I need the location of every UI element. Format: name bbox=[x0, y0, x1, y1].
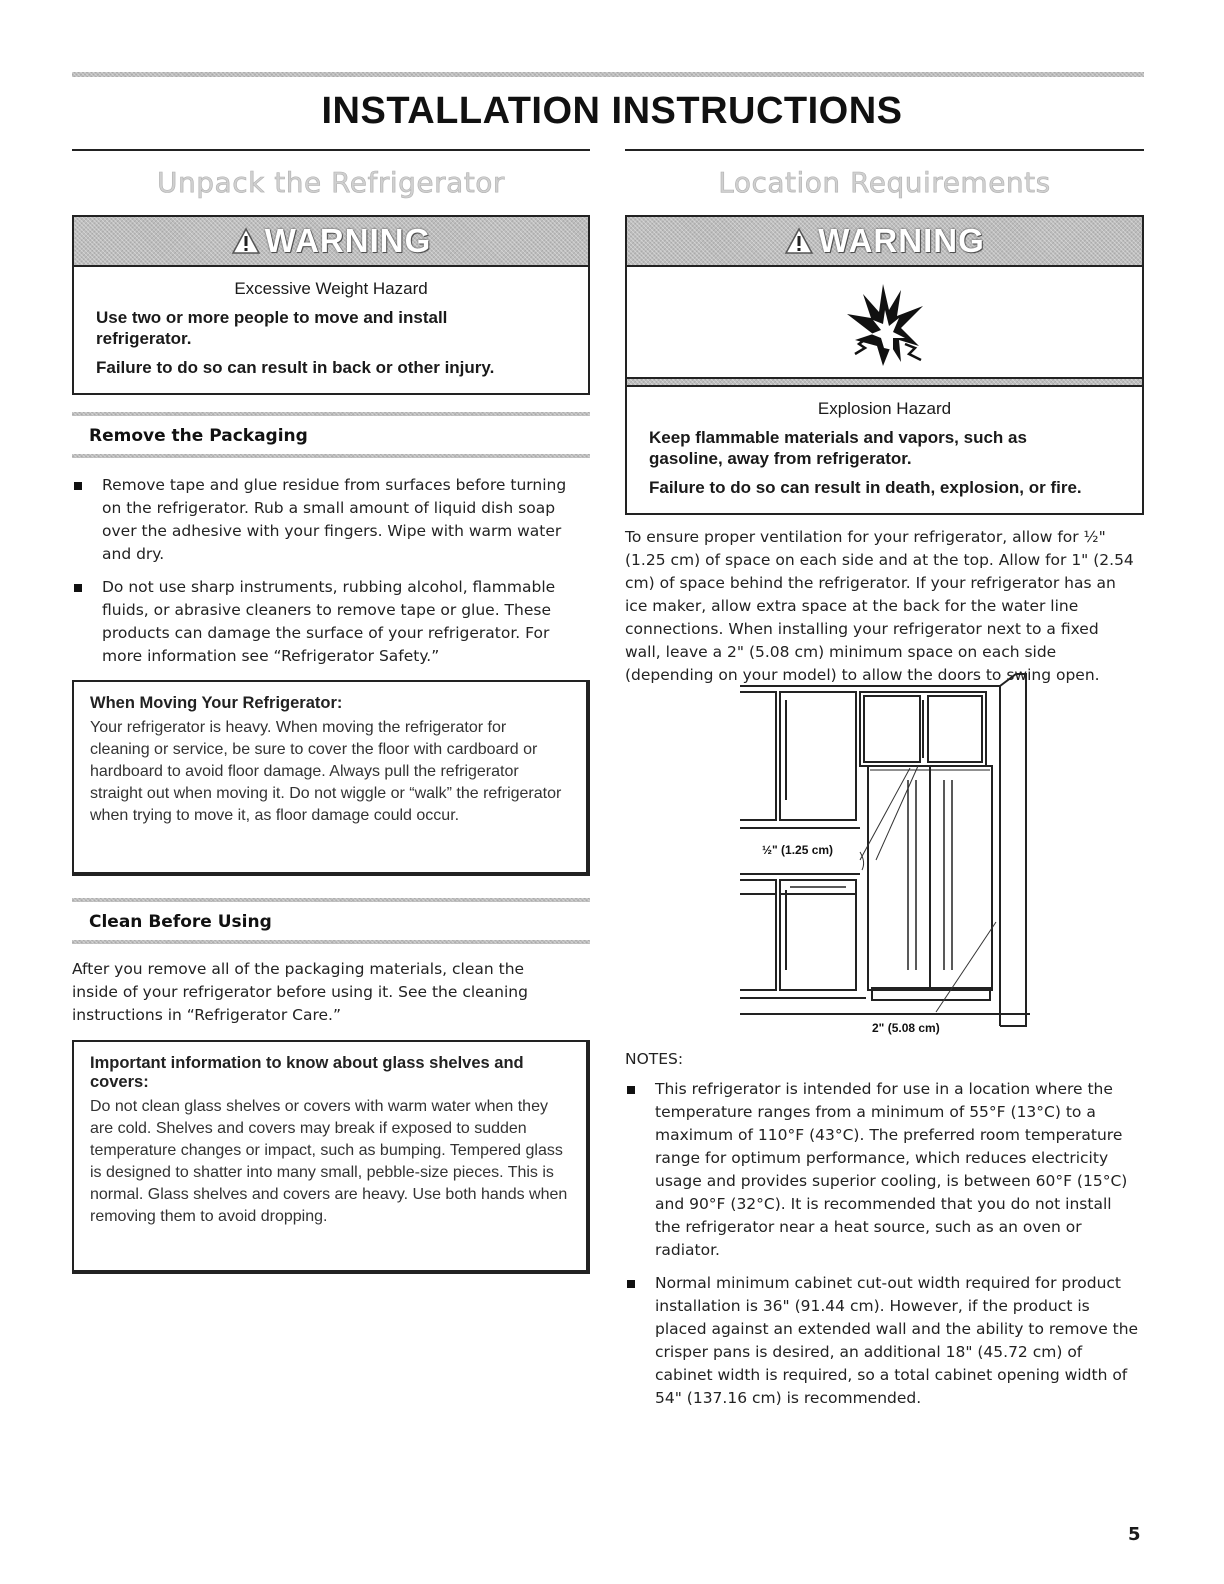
explosion-icon bbox=[843, 276, 927, 368]
hazard-consequence: Failure to do so can result in death, explosion, or fire. bbox=[649, 478, 1082, 497]
weight-warning-box bbox=[72, 215, 590, 395]
hazard-instruction: Keep flammable materials and vapors, such as gasoline, away from refrigerator. bbox=[649, 428, 1027, 468]
glass-box-text: Do not clean glass shelves or covers with warm water when they are cold. Shelves and covers may break if exposed to sudden temperature changes or impact, such as bumping. Tempered glass is designed to shatter into many small, pebble-size pieces. This is normal. Glass shelves and covers are heavy. Use both hands when removing them to avoid dropping. bbox=[90, 1098, 568, 1225]
explosion-warning-box bbox=[625, 215, 1144, 515]
page-number: 5 bbox=[1128, 1524, 1141, 1545]
hazard-instruction: Use two or more people to move and install refrigerator. bbox=[96, 308, 448, 348]
clean-before-text: After you remove all of the packaging materials, clean the inside of your refrigerator before using it. See the cleaning instructions in “Refrigerator Care.” bbox=[72, 960, 528, 1024]
list-item: Normal minimum cabinet cut-out width required for product installation is 36" (91.44 cm). However, if the product is placed against an extended wall and the ability to remove the crisper pans is desired, an additional 18" (45.72 cm) of cabinet width is required, so a total cabinet opening width of 54" (137.16 cm) is recommended. bbox=[625, 1272, 1140, 1410]
remove-packaging-header bbox=[72, 412, 590, 458]
notes-label: NOTES: bbox=[625, 1050, 684, 1068]
clean-before-header bbox=[72, 898, 590, 944]
remove-packaging-list bbox=[72, 474, 587, 678]
list-item: This refrigerator is intended for use in a location where the temperature ranges from a minimum of 55°F (13°C) to a maximum of 110°F (43°C). The preferred room temperature range for optimum performance, which reduces electricity usage and provides superior cooling, is between 60°F (15°C) and 90°F (32°C). It is recommended that you do not install the refrigerator near a heat source, such as an oven or radiator. bbox=[625, 1078, 1140, 1262]
moving-box-title: When Moving Your Refrigerator: bbox=[90, 694, 343, 712]
page-title: INSTALLATION INSTRUCTIONS bbox=[321, 90, 903, 132]
moving-refrigerator-box bbox=[72, 680, 590, 876]
explosion-symbol-area bbox=[627, 267, 1142, 379]
warning-triangle-icon bbox=[784, 227, 814, 255]
glass-box-title: Important information to know about glass shelves and covers: bbox=[90, 1054, 524, 1091]
glass-shelves-box bbox=[72, 1040, 590, 1274]
clearance-diagram bbox=[740, 670, 1030, 1039]
warning-banner bbox=[627, 217, 1142, 267]
side-clearance-label: 2" (5.08 cm) bbox=[872, 1021, 940, 1035]
hazard-title: Explosion Hazard bbox=[817, 399, 952, 418]
top-clearance-label: ½" (1.25 cm) bbox=[762, 843, 834, 857]
hazard-consequence: Failure to do so can result in back or other injury. bbox=[96, 358, 495, 377]
location-section-title: Location Requirements bbox=[718, 166, 1051, 199]
remove-packaging-heading: Remove the Packaging bbox=[89, 426, 308, 446]
warning-label: WARNING bbox=[818, 222, 985, 259]
cabinet-refrigerator-illustration bbox=[740, 670, 1030, 1035]
unpack-section-title: Unpack the Refrigerator bbox=[157, 166, 505, 199]
left-column-rule bbox=[72, 149, 590, 151]
ventilation-text: To ensure proper ventilation for your refrigerator, allow for ½" (1.25 cm) of space on each side and at the top. Allow for 1" (2.54 cm) of space behind the refrigerator. If your refrigerator has an ice maker, allow extra space at the back for the water line connections. When installing your refrigerator next to a fixed wall, leave a 2" (5.08 cm) minimum space on each side (depending on your model) to allow the doors to swing open. bbox=[625, 528, 1134, 684]
warning-banner bbox=[74, 217, 588, 267]
warning-label: WARNING bbox=[264, 222, 432, 259]
clean-before-heading: Clean Before Using bbox=[89, 912, 272, 932]
right-column-rule bbox=[625, 149, 1144, 151]
top-decorative-bar bbox=[72, 72, 1144, 77]
hazard-title: Excessive Weight Hazard bbox=[234, 279, 428, 298]
warning-triangle-icon bbox=[231, 227, 261, 255]
list-item: Do not use sharp instruments, rubbing alcohol, flammable fluids, or abrasive cleaners to remove tape or glue. These products can damage the surface of your refrigerator. For more information see “Refrigerator Safety.” bbox=[72, 576, 587, 668]
notes-list bbox=[625, 1078, 1140, 1420]
list-item: Remove tape and glue residue from surfaces before turning on the refrigerator. Rub a small amount of liquid dish soap over the adhesive with your fingers. Wipe with warm water and dry. bbox=[72, 474, 587, 566]
moving-box-text: Your refrigerator is heavy. When moving the refrigerator for cleaning or service, be sure to cover the floor with cardboard or hardboard to avoid floor damage. Always pull the refrigerator straight out when moving it. Do not wiggle or “walk” the refrigerator when trying to move it, as floor damage could occur. bbox=[90, 719, 562, 824]
